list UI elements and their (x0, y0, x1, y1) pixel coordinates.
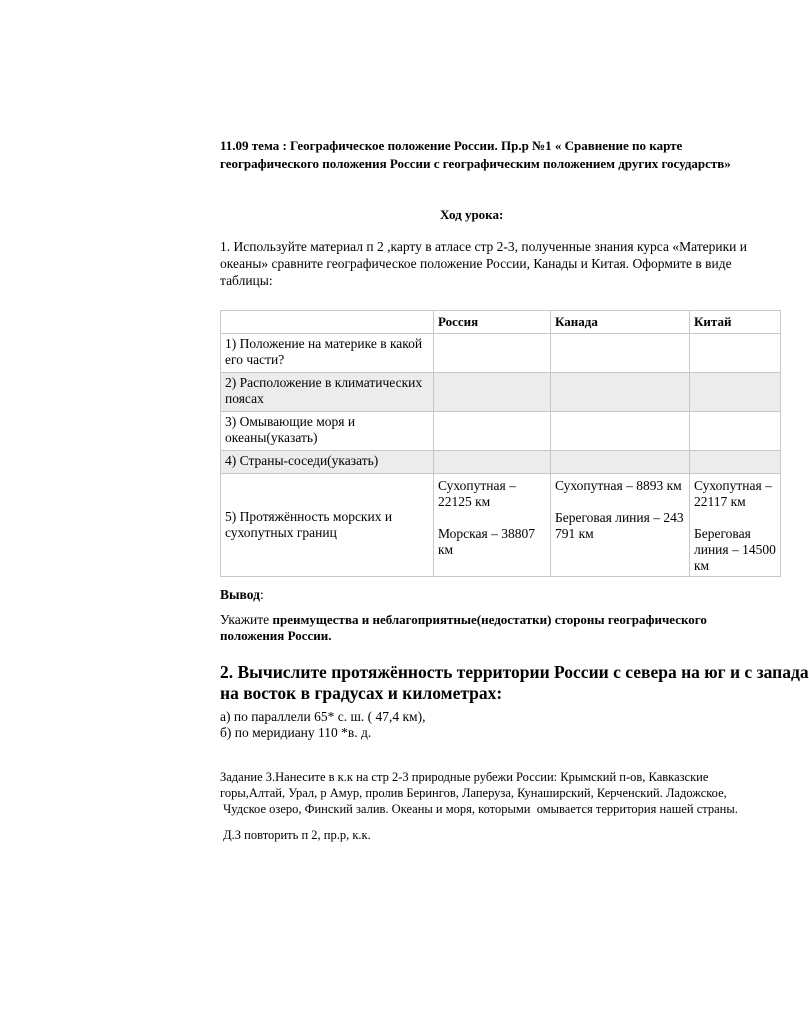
cell-china (690, 451, 781, 474)
table-row (221, 334, 781, 373)
conclusion-prefix: Укажите (220, 612, 273, 627)
task-1-line-2: океаны» сравните географическое положение России, Канады и Китая. Оформите в виде (220, 256, 732, 271)
task-1-line-3: таблицы: (220, 273, 273, 288)
cell-canada (551, 334, 690, 373)
lesson-heading: Ход урока: (440, 207, 504, 222)
task-2-heading (220, 662, 809, 704)
conclusion-label: Вывод (220, 587, 260, 602)
cell-russia (434, 373, 551, 412)
header-cell-empty (221, 311, 434, 334)
title-line-2: географического положения России с географическим положением других государств» (220, 156, 731, 171)
cell-canada (551, 412, 690, 451)
homework-text: Д.З повторить п 2, пр.р, к.к. (220, 828, 371, 842)
table-header-row (221, 311, 781, 334)
china-land-border: Сухопутная – 22117 км (694, 478, 772, 509)
conclusion-text (220, 612, 707, 644)
header-cell-russia: Россия (434, 311, 551, 334)
comparison-table (220, 310, 781, 577)
table-row (221, 451, 781, 474)
conclusion-heading (220, 587, 264, 603)
cell-canada (551, 373, 690, 412)
task-3-line-1: Задание 3.Нанесите в к.к на стр 2-3 природные рубежи России: Крымский п-ов, Кавказские (220, 770, 709, 784)
canada-land-border: Сухопутная – 8893 км (555, 478, 682, 493)
cell-canada (551, 474, 690, 577)
task-3-text (220, 769, 738, 817)
cell-russia (434, 334, 551, 373)
conclusion-colon: : (259, 587, 264, 602)
row-label: 5) Протяжённость морских и сухопутных границ (221, 474, 434, 577)
cell-russia (434, 412, 551, 451)
table-row (221, 373, 781, 412)
canada-sea-border: Береговая линия – 243 791 км (555, 510, 684, 541)
table-row (221, 412, 781, 451)
task-2-item-a: а) по параллели 65* с. ш. ( 47,4 км), (220, 709, 426, 724)
russia-sea-border: Морская – 38807 км (438, 526, 535, 557)
cell-canada (551, 451, 690, 474)
task-2-item-b: б) по меридиану 110 *в. д. (220, 725, 372, 740)
row-label: 4) Страны-соседи(указать) (221, 451, 434, 474)
task-1-text (220, 238, 747, 289)
table-row (221, 474, 781, 577)
cell-russia (434, 451, 551, 474)
china-sea-border: Береговая линия – 14500 км (694, 526, 776, 573)
row-label: 1) Положение на материке в какой его части? (221, 334, 434, 373)
task-2-items (220, 709, 425, 741)
russia-land-border: Сухопутная – 22125 км (438, 478, 516, 509)
row-label: 3) Омывающие моря и океаны(указать) (221, 412, 434, 451)
header-cell-canada: Канада (551, 311, 690, 334)
header-cell-china: Китай (690, 311, 781, 334)
row-label: 2) Расположение в климатических поясах (221, 373, 434, 412)
conclusion-bold-line-1: преимущества и неблагоприятные(недостатки) стороны географического (272, 612, 707, 627)
cell-china (690, 334, 781, 373)
task-3-line-3: Чудское озеро, Финский залив. Океаны и моря, которыми омывается территория нашей страны. (220, 802, 738, 816)
task-2-heading-line-2: на восток в градусах и километрах: (220, 683, 503, 703)
task-1-line-1: 1. Используйте материал п 2 ,карту в атласе стр 2-3, полученные знания курса «Материки и (220, 239, 747, 254)
task-2-heading-line-1: 2. Вычислите протяжённость территории России с севера на юг и с запада (220, 662, 809, 682)
cell-china (690, 474, 781, 577)
conclusion-bold-line-2: положения России. (220, 628, 332, 643)
page-title (220, 137, 731, 173)
title-line-1: 11.09 тема : Географическое положение России. Пр.р №1 « Сравнение по карте (220, 138, 683, 153)
task-3-line-2: горы,Алтай, Урал, р Амур, пролив Берингов, Лаперуза, Кунаширский, Керченский. Ладожское, (220, 786, 727, 800)
cell-china (690, 373, 781, 412)
cell-china (690, 412, 781, 451)
cell-russia (434, 474, 551, 577)
